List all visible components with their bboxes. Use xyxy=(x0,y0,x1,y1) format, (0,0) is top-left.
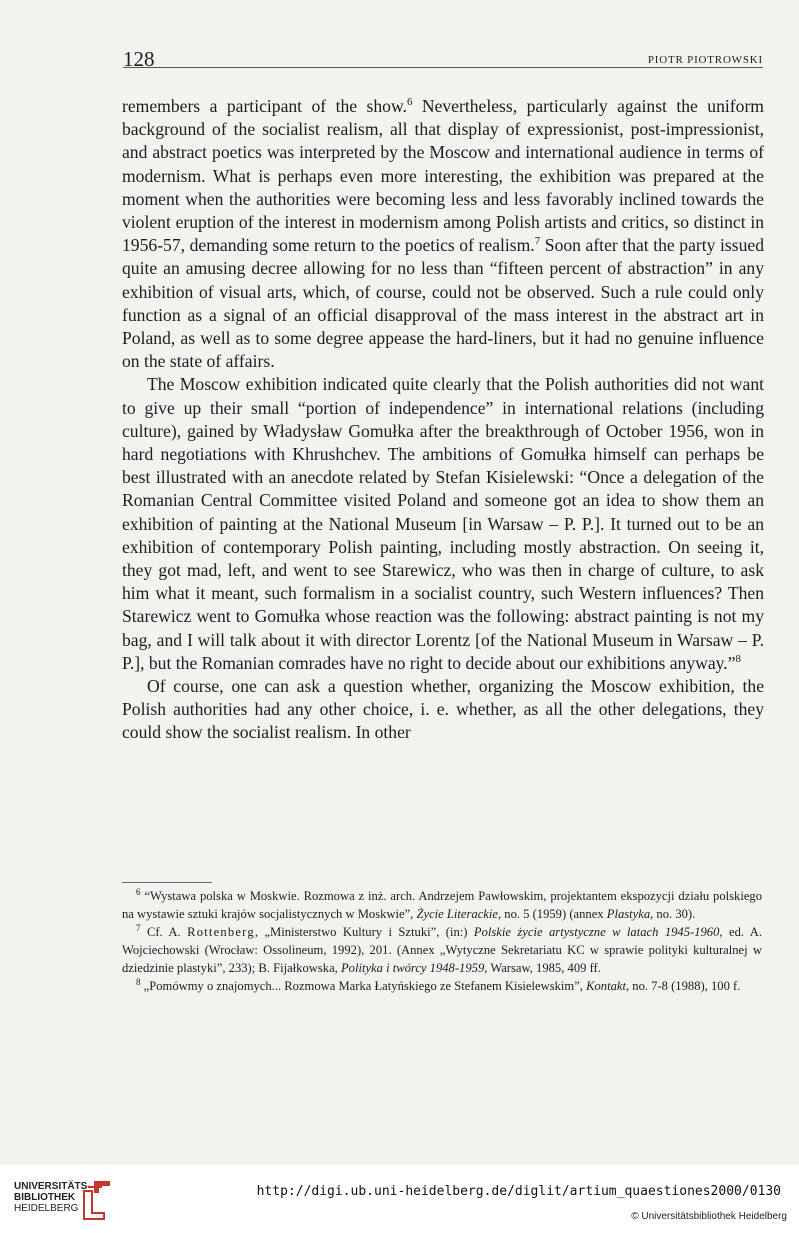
footnote-7-text-c: , ed. A. Wojciechowski (Wrocław: Ossolineum, 1992), 201. (Annex „Wytyczne Sekretariatu KC w sprawie polityki kulturalnej w dziedzinie plastyki”, 233); B. Fijałkowska, xyxy=(122,925,762,975)
footnote-7-author: Rottenberg xyxy=(187,925,255,939)
footnote-8-journal: Kontakt xyxy=(586,979,626,993)
footnote-6-number: 6 xyxy=(136,887,141,897)
footnote-6-text-b: , no. 5 (1959) (annex xyxy=(497,907,607,921)
footnote-7-book-title: Polskie życie artystyczne w latach 1945-1960 xyxy=(473,925,720,939)
footnote-7-number: 7 xyxy=(136,923,141,933)
copyright-notice: © Universitätsbibliothek Heidelberg xyxy=(631,1211,787,1222)
logo-line-3: HEIDELBERG xyxy=(14,1203,79,1214)
footnote-7-text-b: , „Ministerstwo Kultury i Sztuki”, (in:) xyxy=(254,925,474,939)
permalink-url[interactable]: http://digi.ub.uni-heidelberg.de/diglit/artium_quaestiones2000/0130 xyxy=(256,1184,781,1199)
footnote-ref-6[interactable]: 6 xyxy=(406,96,413,108)
running-header xyxy=(123,45,763,75)
header-rule xyxy=(123,67,763,68)
paragraph-1 xyxy=(122,95,764,373)
paragraph-3: Of course, one can ask a question whether, organizing the Moscow exhibition, the Polish authorities had any other choice, i. e. whether, as all the other delegations, they could show the socialist realism. In other xyxy=(122,676,764,743)
paragraph-1-part-b: Nevertheless, particularly against the uniform background of the socialist realism, all that display of expressionist, post-impressionist, and abstract poetics was interpreted by the Moscow and international audience in terms of modernism. What is perhaps even more interesting, the exhibition was prepared at the moment when the authorities were becoming less and less favorably inclined towards the violent eruption of the interest in modernism among Polish artists and critics, so distinct in 1956-57, demanding some return to the poetics of realism. xyxy=(122,96,764,256)
running-author: PIOTR PIOTROWSKI xyxy=(647,54,763,66)
footnote-7-book-title-2: Polityka i twórcy 1948-1959 xyxy=(340,961,485,975)
logo-line-1: UNIVERSITÄTS- xyxy=(14,1181,91,1192)
footnote-rule xyxy=(122,882,212,883)
body-text xyxy=(122,95,764,745)
footnote-7-text-d: , Warsaw, 1985, 409 ff. xyxy=(484,961,601,975)
paragraph-1-part-c: Soon after that the party issued quite an amusing decree allowing for no less than “fifteen percent of abstraction” in any exhibition of visual arts, which, of course, could not be observed. Such a rule could only function as a signal of an official disapproval of the mass interest in the abstract art in Poland, as well as to some degree appease the hard-liners, but it had no genuine influence on the state of affairs. xyxy=(122,235,764,372)
footnote-7-text-a: Cf. A. xyxy=(146,925,188,939)
footnote-7 xyxy=(122,923,762,977)
footnote-6-text-c: , no. 30). xyxy=(650,907,696,921)
footnote-ref-8[interactable]: 8 xyxy=(735,652,742,665)
footnote-ref-7[interactable]: 7 xyxy=(534,235,541,248)
footnote-8 xyxy=(122,977,762,995)
logo-line-2: BIBLIOTHEK xyxy=(14,1192,76,1203)
viewer-footer xyxy=(0,1165,799,1233)
page-number: 128 xyxy=(123,47,155,71)
footnote-6 xyxy=(122,887,762,923)
paragraph-2 xyxy=(122,373,764,675)
library-logo-icon xyxy=(80,1177,114,1221)
footnote-8-number: 8 xyxy=(136,977,141,987)
paragraph-2-text: The Moscow exhibition indicated quite clearly that the Polish authorities did not want to give up their small “portion of independence” in international relations (including culture), gained by Władysław Gomułka after the breakthrough of October 1956, won in hard negotiations with Khrushchev. The ambitions of Gomułka himself can perhaps be best illustrated with an anecdote related by Stefan Kisielewski: “Once a delegation of the Romanian Central Committee visited Poland and someone got an idea to show them an exhibition of painting at the National Museum [in Warsaw – P. P.]. It turned out to be an exhibition of contemporary Polish painting, including mostly abstraction. On seeing it, they got mad, left, and went to see Starewicz, who was then in charge of culture, to ask him what it meant, such formalism in a socialist country, such Western influences? Then Starewicz went to Gomułka whose reaction was the following: abstract painting is not my bag, and I will talk about it with director Lorentz [of the National Museum in Warsaw – P. P.], but the Romanian comrades have no right to decide about our exhibitions anyway.” xyxy=(122,374,764,673)
footnote-6-annex: Plastyka xyxy=(606,907,651,921)
footnote-6-text-a: “Wystawa polska w Moskwie. Rozmowa z inż. arch. Andrzejem Pawłowskim, projektantem ekspozycji działu polskiego na wystawie sztuki krajów socjalistycznych w Moskwie”, xyxy=(122,889,763,921)
footnote-6-journal: Życie Literackie xyxy=(416,907,498,921)
footnote-8-text-a: „Pomówmy o znajomych... Rozmowa Marka Łatyńskiego ze Stefanem Kisielewskim”, xyxy=(143,979,587,993)
paragraph-1-part-a: remembers a participant of the show. xyxy=(122,96,407,116)
footnotes xyxy=(122,887,762,995)
footnote-8-text-b: , no. 7-8 (1988), 100 f. xyxy=(625,979,741,993)
